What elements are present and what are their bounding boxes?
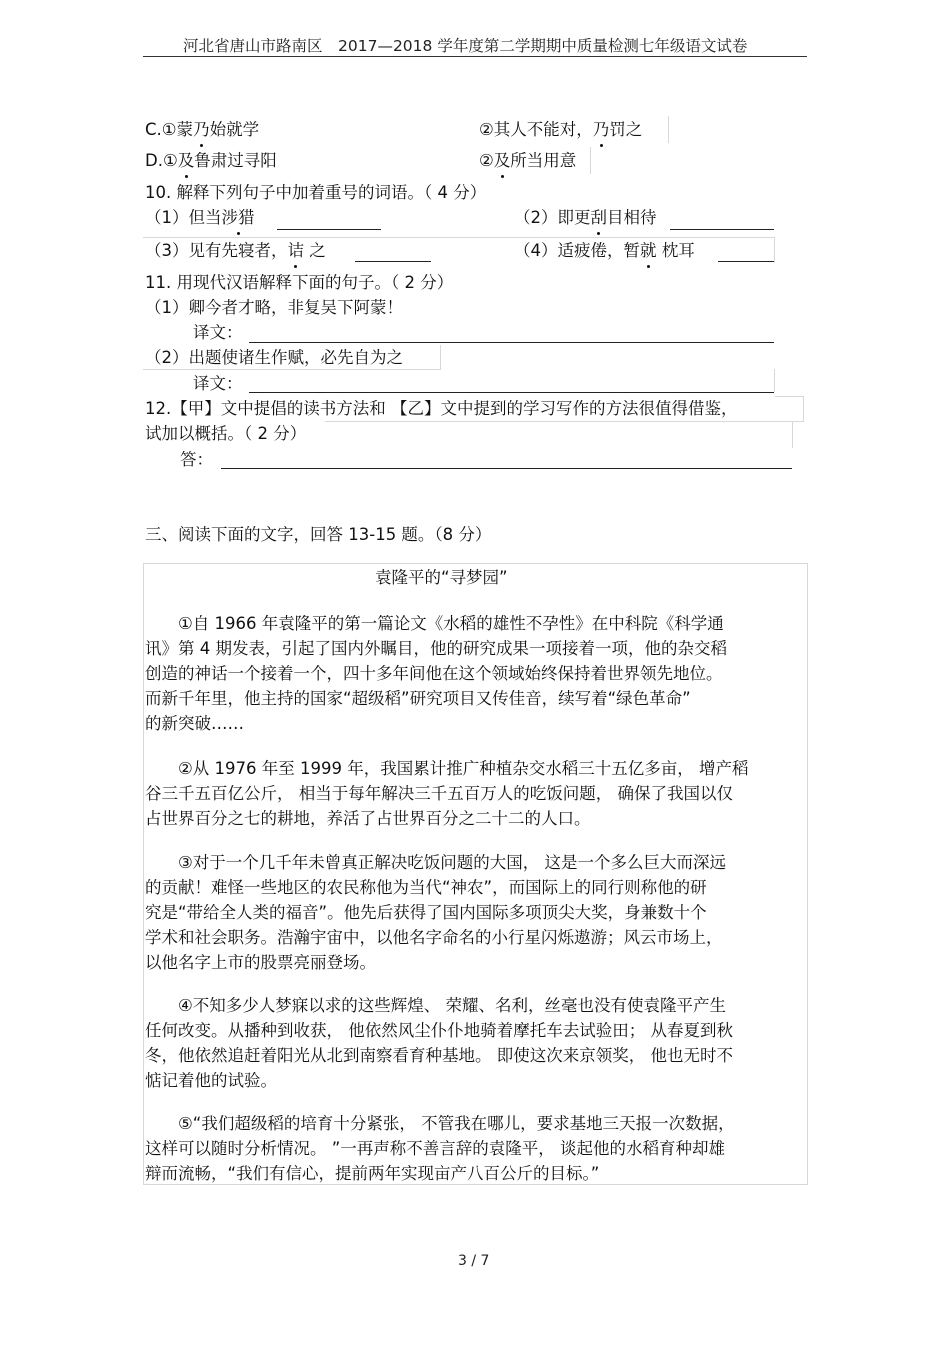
q9-option-c1: C.①蒙乃始就学 — [145, 120, 260, 139]
q11-sentence-2: （2）出题使诸生作赋，必先自为之 — [145, 348, 403, 367]
q10-item-3: （3）见有先寝者，诘 之 — [145, 241, 326, 260]
q10-item-4-blank[interactable] — [718, 261, 774, 262]
q12-line-1: 12.【甲】文中提倡的读书方法和 【乙】文中提到的学习写作的方法很值得借鉴， — [145, 399, 738, 418]
passage-paragraph-1: ①自 1966 年袁隆平的第一篇论文《水稻的雄性不孕性》在中科院《科学通 讯》第 4 期发表，引起了国内外瞩目，他的研究成果一项接着一项，他的杂交稻 创造的神话一个接着一个，四十多年间他在这个领域始终保持着世界领先地位。 而新千年里，他主持的国家“超级稻”研究项目又传佳音，续写着“绿色革命” 的新突破…… — [145, 614, 727, 733]
q10-title: 10. 解释下列句子中加着重号的词语。（ 4 分） — [145, 183, 487, 202]
q10-item-1: （1）但当涉猎 — [145, 208, 255, 227]
q12-frame-2 — [325, 421, 793, 448]
passage-paragraph-3: ③对于一个几千年未曾真正解决吃饭问题的大国， 这是一个多么巨大而深远 的贡献！难怪一些地区的农民称他为当代“神农”，而国际上的同行则称他的研 究是“带给全人类的福音”。他先后获得了国内国际多项顶尖大奖，身兼数十个 学术和社会职务。浩瀚宇宙中，以他名字命名的小行星闪烁遨游；风云市场上， 以他名字上市的股票亮丽登场。 — [145, 853, 727, 972]
header-school: 河北省唐山市路南区 — [183, 37, 323, 55]
q9-option-c2: ②其人不能对，乃罚之 — [479, 120, 643, 139]
header-rule — [143, 56, 807, 57]
q11-right-edge — [774, 369, 775, 392]
q11-sentence-1: （1）卿今者才略，非复吴下阿蒙！ — [145, 298, 403, 317]
passage-title: 袁隆平的“寻梦园” — [375, 568, 508, 587]
section-3-heading: 三、阅读下面的文字，回答 13-15 题。（8 分） — [145, 525, 492, 544]
q11-translation-2-label: 译文： — [193, 374, 243, 393]
q9-option-d1: D.①及鲁肃过寻阳 — [145, 151, 277, 170]
q12-line-2: 试加以概括。（ 2 分） — [145, 424, 307, 443]
header-exam-title: 2017—2018 学年度第二学期期中质量检测七年级语文试卷 — [338, 37, 748, 55]
passage-paragraph-4: ④不知多少人梦寐以求的这些辉煌、 荣耀、名利，丝毫也没有使袁隆平产生 任何改变。从播种到收获， 他依然风尘仆仆地骑着摩托车去试验田； 从春夏到秋 冬，他依然追赶着阳光从北到南察看育种基地。 即使这次来京领奖， 他也无时不 惦记着他的试验。 — [145, 996, 733, 1090]
q9-d2-frame — [475, 147, 591, 174]
passage-paragraph-5: ⑤“我们超级稻的培育十分紧张， 不管我在哪儿，要求基地三天报一次数据， 这样可以随时分析情况。 ”一再声称不善言辞的袁隆平， 谈起他的水稻育种却雄 辩而流畅，“我们有信心，提前两年实现亩产八百公斤的目标。” — [145, 1114, 735, 1183]
q12-answer-label: 答： — [180, 450, 213, 469]
q12-answer-line[interactable] — [221, 468, 792, 469]
page-number: 3 / 7 — [458, 1253, 490, 1269]
q11-translation-1-line[interactable] — [249, 342, 774, 343]
q10-item-4: （4）适疲倦，暂就 枕耳 — [514, 241, 695, 260]
q10-item-1-blank[interactable] — [277, 229, 381, 230]
passage-paragraph-2: ②从 1976 年至 1999 年，我国累计推广种植杂交水稻三十五亿多亩， 增产稻 谷三千五百亿公斤， 相当于每年解决三千五百万人的吃饭问题， 确保了我国以仅 占世界百分之七的耕地，养活了占世界百分之二十二的人口。 — [145, 759, 749, 828]
q11-translation-2-line[interactable] — [249, 392, 774, 393]
q11-translation-1-label: 译文： — [193, 323, 243, 342]
q10-item-2-blank[interactable] — [670, 229, 774, 230]
q11-title: 11. 用现代汉语解释下面的句子。（ 2 分） — [145, 273, 454, 292]
q10-item-2: （2）即更刮目相待 — [514, 208, 657, 227]
q12-frame — [775, 396, 804, 422]
q9-option-d2: ②及所当用意 — [479, 151, 577, 170]
q9-c2-frame — [475, 116, 669, 143]
